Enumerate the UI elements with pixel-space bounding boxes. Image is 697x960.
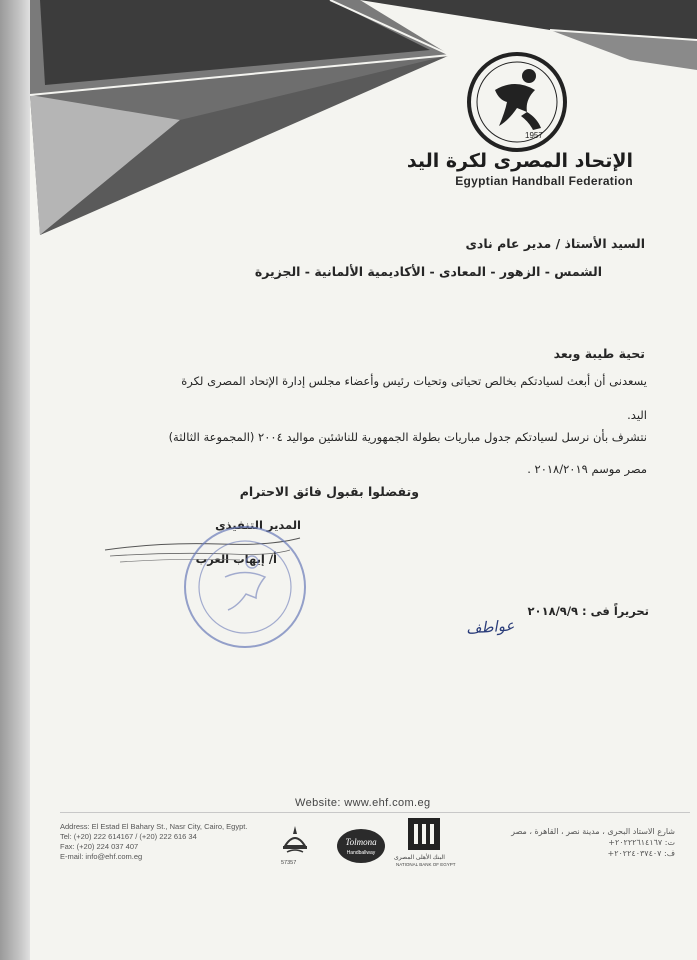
letterhead-graphic: [30, 0, 697, 240]
phone-line-arabic: ت: ٢٠٢٢٢٦١٤١٦٧+: [608, 838, 675, 847]
body-line: اليد.: [627, 408, 647, 422]
signatory-title: المدير التنفيذى: [215, 518, 301, 532]
email-line[interactable]: E-mail: info@ehf.com.eg: [60, 852, 143, 861]
scan-edge-shadow: [0, 0, 30, 960]
letter-page: [30, 0, 697, 960]
tolmona-logo: [336, 828, 386, 864]
body-line: نتشرف بأن نرسل لسيادتكم جدول مباريات بطولة الجمهورية للناشئين مواليد ٢٠٠٤ (المجموعة الثالثة): [168, 430, 647, 444]
club-list: الشمس - الزهور - المعادى - الأكاديمية الألمانية - الجزيرة: [254, 264, 602, 279]
federation-name-arabic: الإتحاد المصرى لكرة اليد: [406, 150, 633, 172]
addressee: السيد الأستاذ / مدير عام نادى: [465, 236, 645, 251]
fax-line-arabic: ف: ٢٠٢٢٤٠٣٧٤٠٧+: [607, 849, 675, 858]
official-stamp: [180, 522, 310, 652]
greeting: تحية طيبة وبعد: [553, 346, 645, 361]
address-english: [60, 822, 280, 862]
hospital-57357-logo: [275, 822, 315, 862]
handwritten-note: عواطف: [465, 616, 515, 638]
signatory-name: أ/ إيهاب العرب: [195, 552, 277, 566]
federation-name-english: Egyptian Handball Federation: [455, 174, 633, 188]
address-line: Address: El Estad El Bahary St., Nasr City, Cairo, Egypt.: [60, 822, 248, 831]
website-link[interactable]: Website: www.ehf.com.eg: [295, 797, 431, 809]
address-arabic: [511, 826, 675, 859]
closing-line: وتفضلوا بقبول فائق الاحترام: [239, 484, 419, 499]
federation-logo: [465, 50, 569, 154]
phone-line: Tel: (+20) 222 614167 / (+20) 222 616 34: [60, 832, 197, 841]
hospital-number: 57357: [281, 860, 297, 866]
address-line-arabic: شارع الاستاد البحرى ، مدينة نصر ، القاهرة ، مصر: [511, 827, 675, 836]
bank-name-arabic: البنك الأهلى المصرى: [394, 855, 445, 861]
body-line: يسعدنى أن أبعث لسيادتكم بخالص تحياتى وتحيات رئيس وأعضاء مجلس إدارة الإتحاد المصرى لكرة: [181, 374, 647, 388]
date-line: تحريراً فى : ٢٠١٨/٩/٩: [527, 604, 649, 618]
tolmona-line-1: Tolmona: [345, 837, 377, 847]
body-line: مصر موسم ٢٠١٨/٢٠١٩ .: [527, 462, 647, 476]
tolmona-line-2: Handballway: [346, 850, 376, 856]
footer-divider: [60, 812, 690, 813]
bank-name-english: NATIONAL BANK OF EGYPT: [396, 862, 456, 867]
logo-year: 1957: [525, 131, 543, 140]
fax-line: Fax: (+20) 224 037 407: [60, 842, 139, 851]
